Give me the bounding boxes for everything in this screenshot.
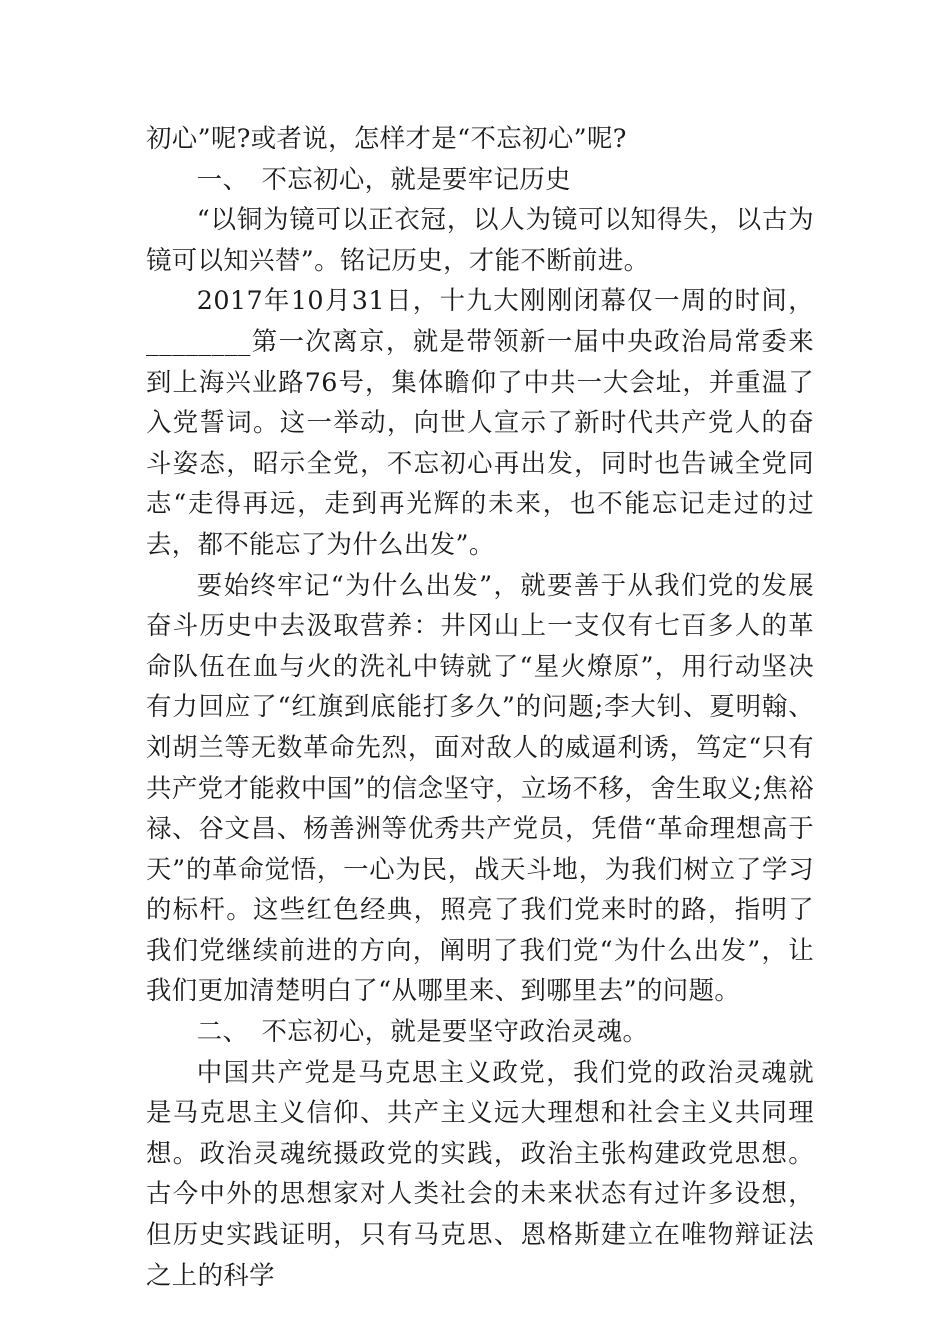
paragraph-political-soul: 中国共产党是马克思主义政党，我们党的政治灵魂就是马克思主义信仰、共产主义远大理想和社会主义共同理想。政治灵魂统摄政党的实践，政治主张构建政党思想。古今中外的思想家对人类社会的未来状态有过许多设想，但历史实践证明，只有马克思、恩格斯建立在唯物辩证法之上的科学 (146, 1056, 814, 1290)
document-body (146, 118, 814, 1295)
section-heading-2: 二、 不忘初心，就是要坚守政治灵魂。 (196, 1016, 649, 1047)
paragraph-continuation: 初心”呢?或者说，怎样才是“不忘初心”呢? (146, 123, 627, 153)
paragraph-2017-event: 2017年10月31日，十九大刚刚闭幕仅一周的时间，________第一次离京，就是带领新一届中央政治局常委来到上海兴业路76号，集体瞻仰了中共一大会址，并重温了入党誓词。这一举动，向世人宣示了新时代共产党人的奋斗姿态，昭示全党，不忘初心再出发，同时也告诫全党同志“走得再远，走到再光辉的未来，也不能忘记走过的过去，都不能忘了为什么出发”。 (146, 285, 814, 559)
paragraph-quote: “以铜为镜可以正衣冠，以人为镜可以知得失，以古为镜可以知兴替”。铭记历史，才能不断前进。 (146, 204, 814, 275)
section-heading-1: 一、 不忘初心，就是要牢记历史 (196, 163, 571, 194)
paragraph-history: 要始终牢记“为什么出发”，就要善于从我们党的发展奋斗历史中去汲取营养：井冈山上一支仅有七百多人的革命队伍在血与火的洗礼中铸就了“星火燎原”，用行动坚决有力回应了“红旗到底能打多久”的问题;李大钊、夏明翰、刘胡兰等无数革命先烈，面对敌人的威逼利诱，笃定“只有共产党才能救中国”的信念坚守，立场不移，舍生取义;焦裕禄、谷文昌、杨善洲等优秀共产党员，凭借“革命理想高于天”的革命觉悟，一心为民，战天斗地，为我们树立了学习的标杆。这些红色经典，照亮了我们党来时的路，指明了我们党继续前进的方向，阐明了我们党“为什么出发”，让我们更加清楚明白了“从哪里来、到哪里去”的问题。 (146, 569, 814, 1006)
